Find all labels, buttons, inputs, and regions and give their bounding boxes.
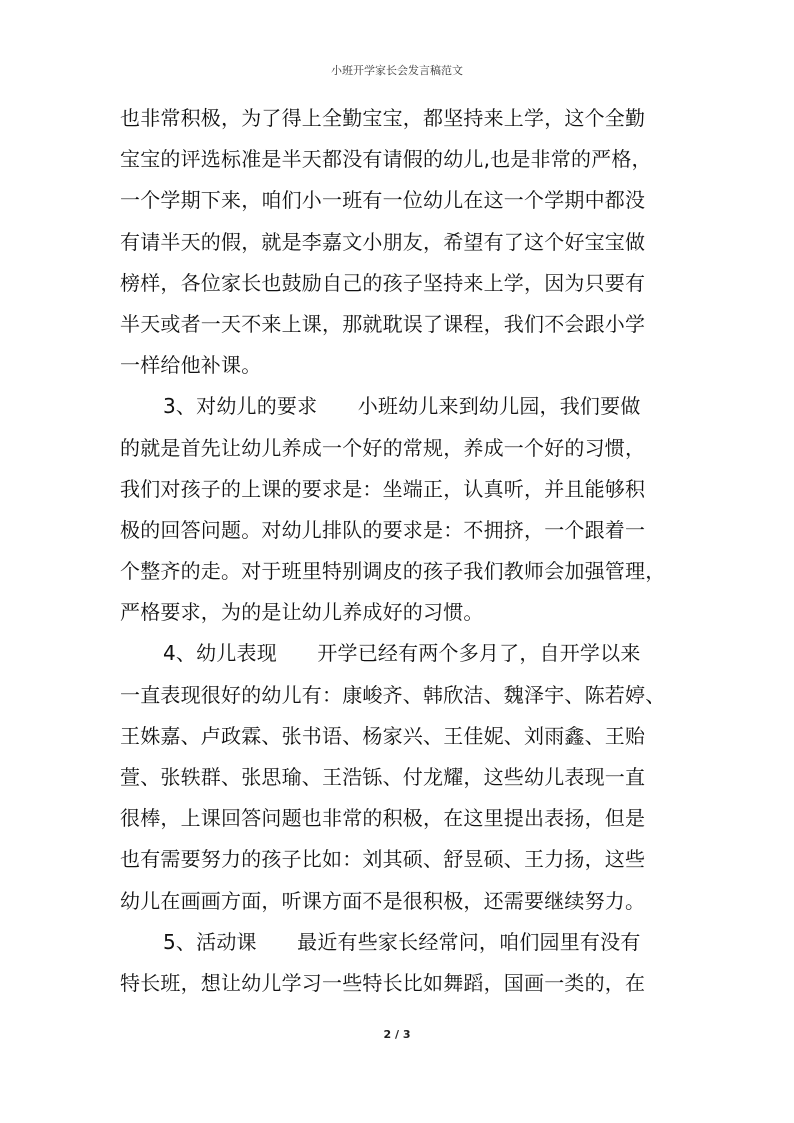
text-line: 个整齐的走。对于班里特别调皮的孩子我们教师会加强管理， xyxy=(120,559,666,584)
text-line: 一直表现很好的幼儿有：康峻齐、韩欣洁、魏泽宇、陈若婷、 xyxy=(120,682,666,707)
text-line: 极的回答问题。对幼儿排队的要求是：不拥挤，一个跟着一 xyxy=(120,517,646,542)
text-line: 我们对孩子的上课的要求是：坐端正，认真听，并且能够积 xyxy=(120,476,646,501)
page-number: 2 / 3 xyxy=(383,1028,411,1041)
text-line: 榜样，各位家长也鼓励自己的孩子坚持来上学，因为只要有 xyxy=(120,270,646,295)
text-line: 很棒，上课回答问题也非常的积极，在这里提出表扬，但是 xyxy=(120,806,646,831)
text-line: 宝宝的评选标准是半天都没有请假的幼儿,也是非常的严格， xyxy=(120,147,652,172)
text-line: 严格要求，为的是让幼儿养成好的习惯。 xyxy=(120,600,484,625)
text-line: 半天或者一天不来上课，那就耽误了课程，我们不会跟小学 xyxy=(120,311,646,336)
section-heading-line: 4、幼儿表现 开学已经有两个多月了，自开学以来 xyxy=(163,641,641,666)
text-line: 也非常积极，为了得上全勤宝宝，都坚持来上学，这个全勤 xyxy=(120,106,646,130)
text-line: 一个学期下来，咱们小一班有一位幼儿在这一个学期中都没 xyxy=(120,188,646,213)
text-line: 也有需要努力的孩子比如：刘其硕、舒昱硕、王力扬，这些 xyxy=(120,847,646,872)
document-body xyxy=(120,98,700,1004)
page-header: 小班开学家长会发言稿范文 xyxy=(331,64,463,77)
section-heading-line: 3、对幼儿的要求 小班幼儿来到幼儿园，我们要做 xyxy=(163,394,641,419)
text-line: 幼儿在画画方面，听课方面不是很积极，还需要继续努力。 xyxy=(120,888,646,913)
text-line: 有请半天的假，就是李嘉文小朋友，希望有了这个好宝宝做 xyxy=(120,229,646,254)
text-line: 王姝嘉、卢政霖、张书语、杨家兴、王佳妮、刘雨鑫、王贻 xyxy=(120,723,646,748)
text-line: 特长班，想让幼儿学习一些特长比如舞蹈，国画一类的，在 xyxy=(120,970,646,995)
text-line: 的就是首先让幼儿养成一个好的常规，养成一个好的习惯， xyxy=(120,435,646,460)
text-line: 一样给他补课。 xyxy=(120,353,262,378)
section-heading-line: 5、活动课 最近有些家长经常问，咱们园里有没有 xyxy=(163,929,641,954)
text-line: 萱、张轶群、张思瑜、王浩铄、付龙耀，这些幼儿表现一直 xyxy=(120,765,646,789)
